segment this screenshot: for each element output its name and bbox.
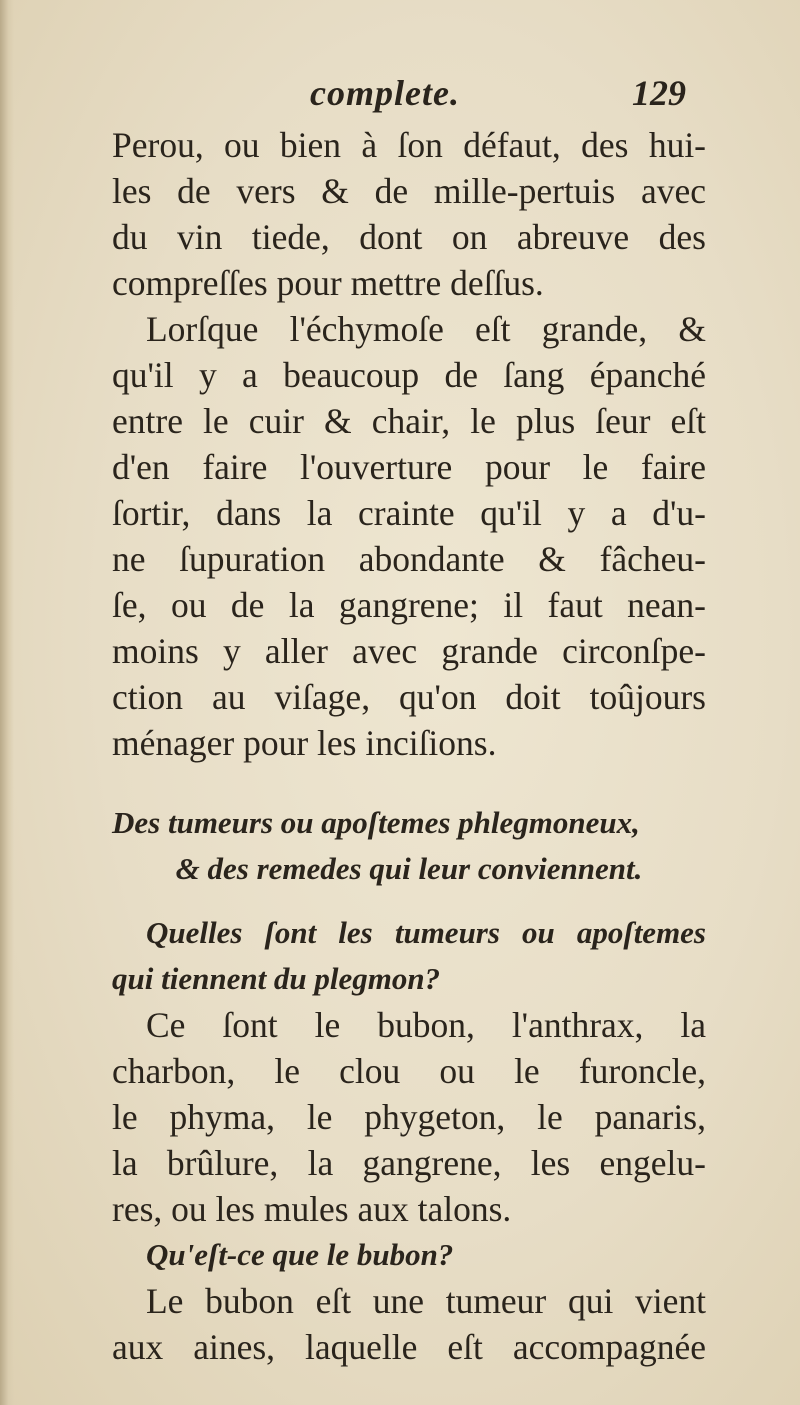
text-line: ction au viſage, qu'on doit toûjours [112,677,706,717]
question-2 [112,1232,706,1278]
answer-1 [112,1002,706,1232]
text-line: entre le cuir & chair, le plus ſeur eſt [112,401,706,441]
question-line: Quelles ſont les tumeurs ou apoſtemes [146,915,706,950]
text-line: res, ou les mules aux talons. [112,1189,512,1229]
text-line: aux aines, laquelle eſt accompagnée [112,1327,706,1367]
running-head [0,72,800,122]
paragraph-2 [112,306,706,766]
text-line: ſe, ou de la gangrene; il faut nean- [112,585,706,625]
text-line: le phyma, le phygeton, le panaris, [112,1097,706,1137]
paragraph-1 [112,122,706,306]
answer-2 [112,1278,706,1370]
text-line: Lorſque l'échymoſe eſt grande, & [146,309,706,349]
text-line: du vin tiede, dont on abreuve des [112,217,706,257]
page-gutter [0,0,14,1405]
page-number: 129 [632,73,686,113]
heading-line: & des remedes qui leur conviennent. [175,851,643,886]
text-line: compreſſes pour mettre deſſus. [112,263,544,303]
section-heading [112,800,706,892]
section-gap [112,766,706,800]
text-line: d'en faire l'ouverture pour le faire [112,447,706,487]
question-1 [112,910,706,1002]
question-line: Qu'eſt-ce que le bubon? [146,1237,454,1272]
text-line: Perou, ou bien à ſon défaut, des hui- [112,125,706,165]
heading-line: Des tumeurs ou apoſtemes phlegmoneux, [112,805,640,840]
text-line: les de vers & de mille-pertuis avec [112,171,706,211]
text-line: Ce ſont le bubon, l'anthrax, la [146,1005,706,1045]
text-line: moins y aller avec grande circonſpe- [112,631,706,671]
running-title: complete. [310,73,460,113]
question-line: qui tiennent du plegmon? [112,961,441,996]
text-line: ſortir, dans la crainte qu'il y a d'u- [112,493,706,533]
text-line: Le bubon eſt une tumeur qui vient [146,1281,706,1321]
text-line: charbon, le clou ou le furoncle, [112,1051,706,1091]
text-line: la brûlure, la gangrene, les engelu- [112,1143,706,1183]
heading-gap [112,892,706,910]
text-line: qu'il y a beaucoup de ſang épanché [112,355,706,395]
text-block [112,122,706,1370]
text-line: ménager pour les inciſions. [112,723,497,763]
text-line: ne ſupuration abondante & fâcheu- [112,539,706,579]
